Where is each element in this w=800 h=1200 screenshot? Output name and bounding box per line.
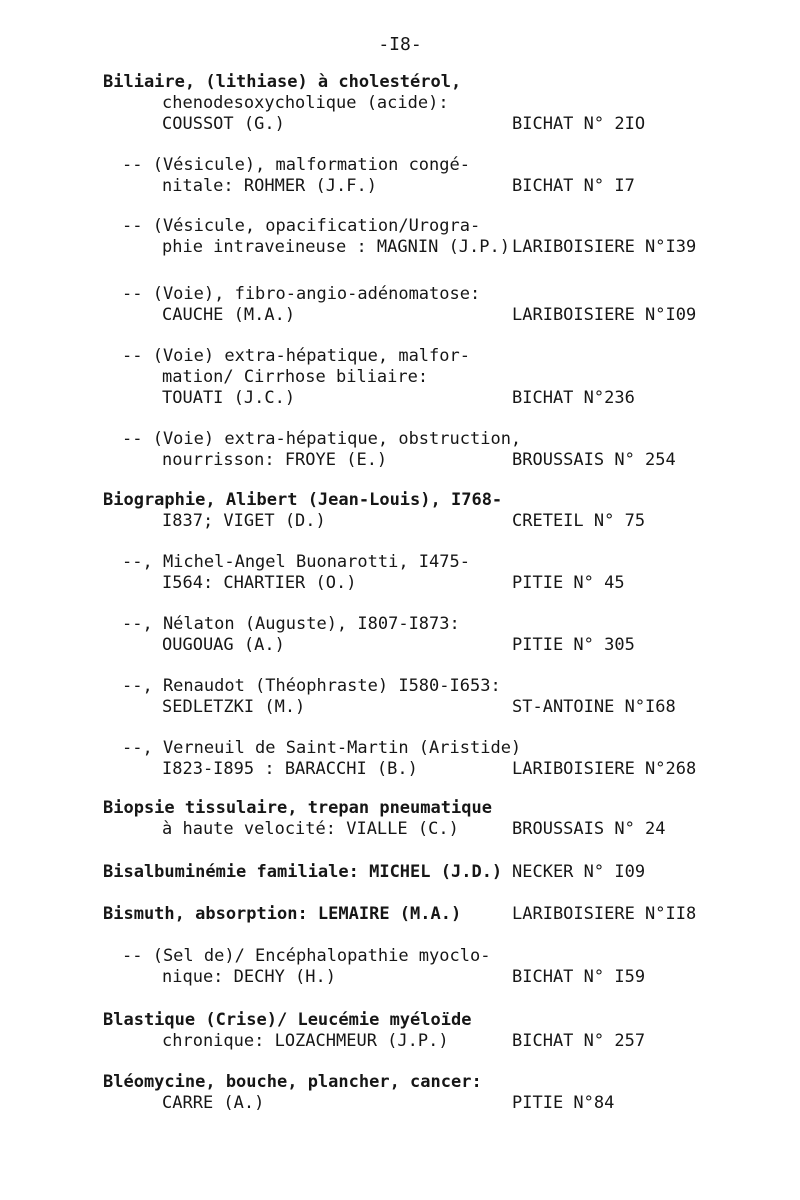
entry-text: mation/ Cirrhose biliaire: — [162, 367, 429, 387]
entry-location: BROUSSAIS N° 254 — [512, 450, 676, 470]
entry-author: CAUCHE (M.A.) — [162, 305, 296, 325]
entry-author: COUSSOT (G.) — [162, 114, 285, 134]
entry-text: --, Renaudot (Théophraste) I580-I653: — [122, 676, 501, 696]
entry-author: nique: DECHY (H.) — [162, 967, 336, 987]
entry-author: TOUATI (J.C.) — [162, 388, 296, 408]
entry-author: phie intraveineuse : MAGNIN (J.P.) — [162, 237, 510, 257]
index-entry — [0, 1010, 800, 1052]
entry-author: à haute velocité: VIALLE (C.) — [162, 819, 459, 839]
entry-text: -- (Voie), fibro-angio-adénomatose: — [122, 284, 481, 304]
entry-location: LARIBOISIERE N°I09 — [512, 305, 697, 325]
entry-heading: Bisalbuminémie familiale: MICHEL (J.D.) — [103, 862, 503, 882]
entry-location: BICHAT N° I7 — [512, 176, 635, 196]
index-entry — [0, 798, 800, 840]
entry-location: BICHAT N°236 — [512, 388, 635, 408]
entry-author: OUGOUAG (A.) — [162, 635, 285, 655]
entry-text: --, Nélaton (Auguste), I807-I873: — [122, 614, 460, 634]
entry-location: LARIBOISIERE N°268 — [512, 759, 697, 779]
entry-author: SEDLETZKI (M.) — [162, 697, 306, 717]
entry-location: BICHAT N° 2IO — [512, 114, 646, 134]
entry-heading: Blastique (Crise)/ Leucémie myéloïde — [103, 1010, 472, 1030]
index-entry — [0, 1072, 800, 1114]
entry-heading: Biopsie tissulaire, trepan pneumatique — [103, 798, 492, 818]
entry-author: CARRE (A.) — [162, 1093, 265, 1113]
entry-location: BICHAT N° 257 — [512, 1031, 646, 1051]
index-entry — [0, 738, 800, 780]
index-entry — [0, 904, 800, 925]
entry-location: NECKER N° I09 — [512, 862, 646, 882]
entry-location: ST-ANTOINE N°I68 — [512, 697, 676, 717]
index-entry — [0, 490, 800, 532]
entry-location: PITIE N° 305 — [512, 635, 635, 655]
entry-text: -- (Vésicule), malformation congé- — [122, 155, 470, 175]
entry-text: chenodesoxycholique (acide): — [162, 93, 449, 113]
entry-heading: Bismuth, absorption: LEMAIRE (M.A.) — [103, 904, 462, 924]
index-entry — [0, 429, 800, 471]
entry-text: -- (Sel de)/ Encéphalopathie myoclo- — [122, 946, 491, 966]
index-entry — [0, 284, 800, 326]
page-number: -I8- — [378, 34, 422, 55]
entry-heading: Bléomycine, bouche, plancher, cancer: — [103, 1072, 482, 1092]
index-entry — [0, 614, 800, 656]
entry-author: nourrisson: FROYE (E.) — [162, 450, 388, 470]
entry-location: PITIE N°84 — [512, 1093, 615, 1113]
index-entry — [0, 676, 800, 718]
index-entry — [0, 155, 800, 197]
entry-location: CRETEIL N° 75 — [512, 511, 646, 531]
entry-author: I823-I895 : BARACCHI (B.) — [162, 759, 418, 779]
entry-location: PITIE N° 45 — [512, 573, 625, 593]
entry-location: BROUSSAIS N° 24 — [512, 819, 666, 839]
index-entry — [0, 72, 800, 135]
index-entry — [0, 946, 800, 988]
index-entry — [0, 862, 800, 883]
index-entry — [0, 346, 800, 409]
entry-text: -- (Voie) extra-hépatique, obstruction, — [122, 429, 522, 449]
entry-location: LARIBOISIERE N°I39 — [512, 237, 697, 257]
entry-author: I837; VIGET (D.) — [162, 511, 326, 531]
entry-location: LARIBOISIERE N°II8 — [512, 904, 697, 924]
entry-author: I564: CHARTIER (O.) — [162, 573, 357, 593]
entry-text: -- (Voie) extra-hépatique, malfor- — [122, 346, 470, 366]
entry-text: --, Verneuil de Saint-Martin (Aristide) — [122, 738, 522, 758]
entry-text: --, Michel-Angel Buonarotti, I475- — [122, 552, 470, 572]
entry-author: chronique: LOZACHMEUR (J.P.) — [162, 1031, 449, 1051]
entry-author: nitale: ROHMER (J.F.) — [162, 176, 377, 196]
entry-heading: Biliaire, (lithiase) à cholestérol, — [103, 72, 462, 92]
entry-heading: Biographie, Alibert (Jean-Louis), I768- — [103, 490, 503, 510]
index-entry — [0, 216, 800, 258]
index-entry — [0, 552, 800, 594]
entry-location: BICHAT N° I59 — [512, 967, 646, 987]
entry-text: -- (Vésicule, opacification/Urogra- — [122, 216, 481, 236]
